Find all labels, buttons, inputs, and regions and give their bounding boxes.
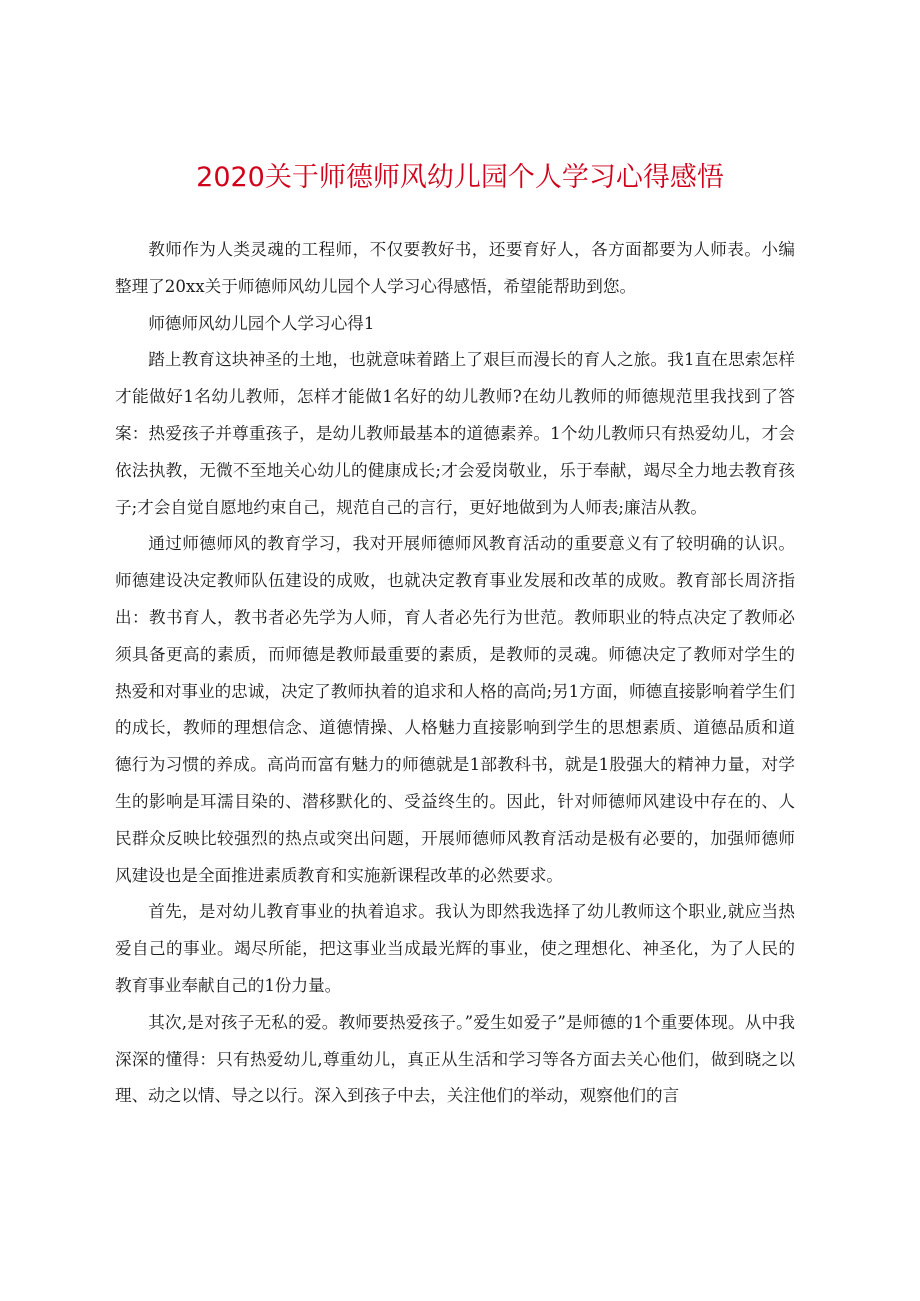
intro-paragraph: 教师作为人类灵魂的工程师，不仅要教好书，还要育好人，各方面都要为人师表。小编整理了20xx关于师德师风幼儿园个人学习心得感悟，希望能帮助到您。 <box>115 240 795 296</box>
document-title: 2020关于师德师风幼儿园个人学习心得感悟 <box>196 162 724 193</box>
body-paragraph: 踏上教育这块神圣的土地，也就意味着踏上了艰巨而漫长的育人之旅。我1直在思索怎样才能做好1名幼儿教师，怎样才能做1名好的幼儿教师?在幼儿教师的师德规范里我找到了答案：热爱孩子并尊重孩子，是幼儿教师最基本的道德素养。1个幼儿教师只有热爱幼儿，才会依法执教，无微不至地关心幼儿的健康成长;才会爱岗敬业，乐于奉献，竭尽全力地去教育孩子;才会自觉自愿地约束自己，规范自己的言行，更好地做到为人师表;廉洁从教。 <box>115 350 795 517</box>
body-paragraph: 通过师德师风的教育学习，我对开展师德师风教育活动的重要意义有了较明确的认识。师德建设决定教师队伍建设的成败，也就决定教育事业发展和改革的成败。教育部长周济指出：教书育人，教书者必先学为人师，育人者必先行为世范。教师职业的特点决定了教师必须具备更高的素质，而师德是教师最重要的素质，是教师的灵魂。师德决定了教师对学生的热爱和对事业的忠诚，决定了教师执着的追求和人格的高尚;另1方面，师德直接影响着学生们的成长，教师的理想信念、道德情操、人格魅力直接影响到学生的思想素质、道德品质和道德行为习惯的养成。高尚而富有魅力的师德就是1部教科书，就是1股强大的精神力量，对学生的影响是耳濡目染的、潜移默化的、受益终生的。因此，针对师德师风建设中存在的、人民群众反映比较强烈的热点或突出问题，开展师德师风教育活动是极有必要的，加强师德师风建设也是全面推进素质教育和实施新课程改革的必然要求。 <box>115 534 795 885</box>
document-body <box>115 232 795 1115</box>
body-paragraph: 首先，是对幼儿教育事业的执着追求。我认为即然我选择了幼儿教师这个职业,就应当热爱自己的事业。竭尽所能，把这事业当成最光辉的事业，使之理想化、神圣化，为了人民的教育事业奉献自己的1份力量。 <box>115 902 795 995</box>
section-heading: 师德师风幼儿园个人学习心得1 <box>148 313 375 333</box>
body-paragraph: 其次,是对孩子无私的爱。教师要热爱孩子。”爱生如爱子”是师德的1个重要体现。从中我深深的懂得：只有热爱幼儿,尊重幼儿，真正从生活和学习等各方面去关心他们，做到晓之以理、动之以情、导之以行。深入到孩子中去，关注他们的举动，观察他们的言 <box>115 1012 795 1106</box>
